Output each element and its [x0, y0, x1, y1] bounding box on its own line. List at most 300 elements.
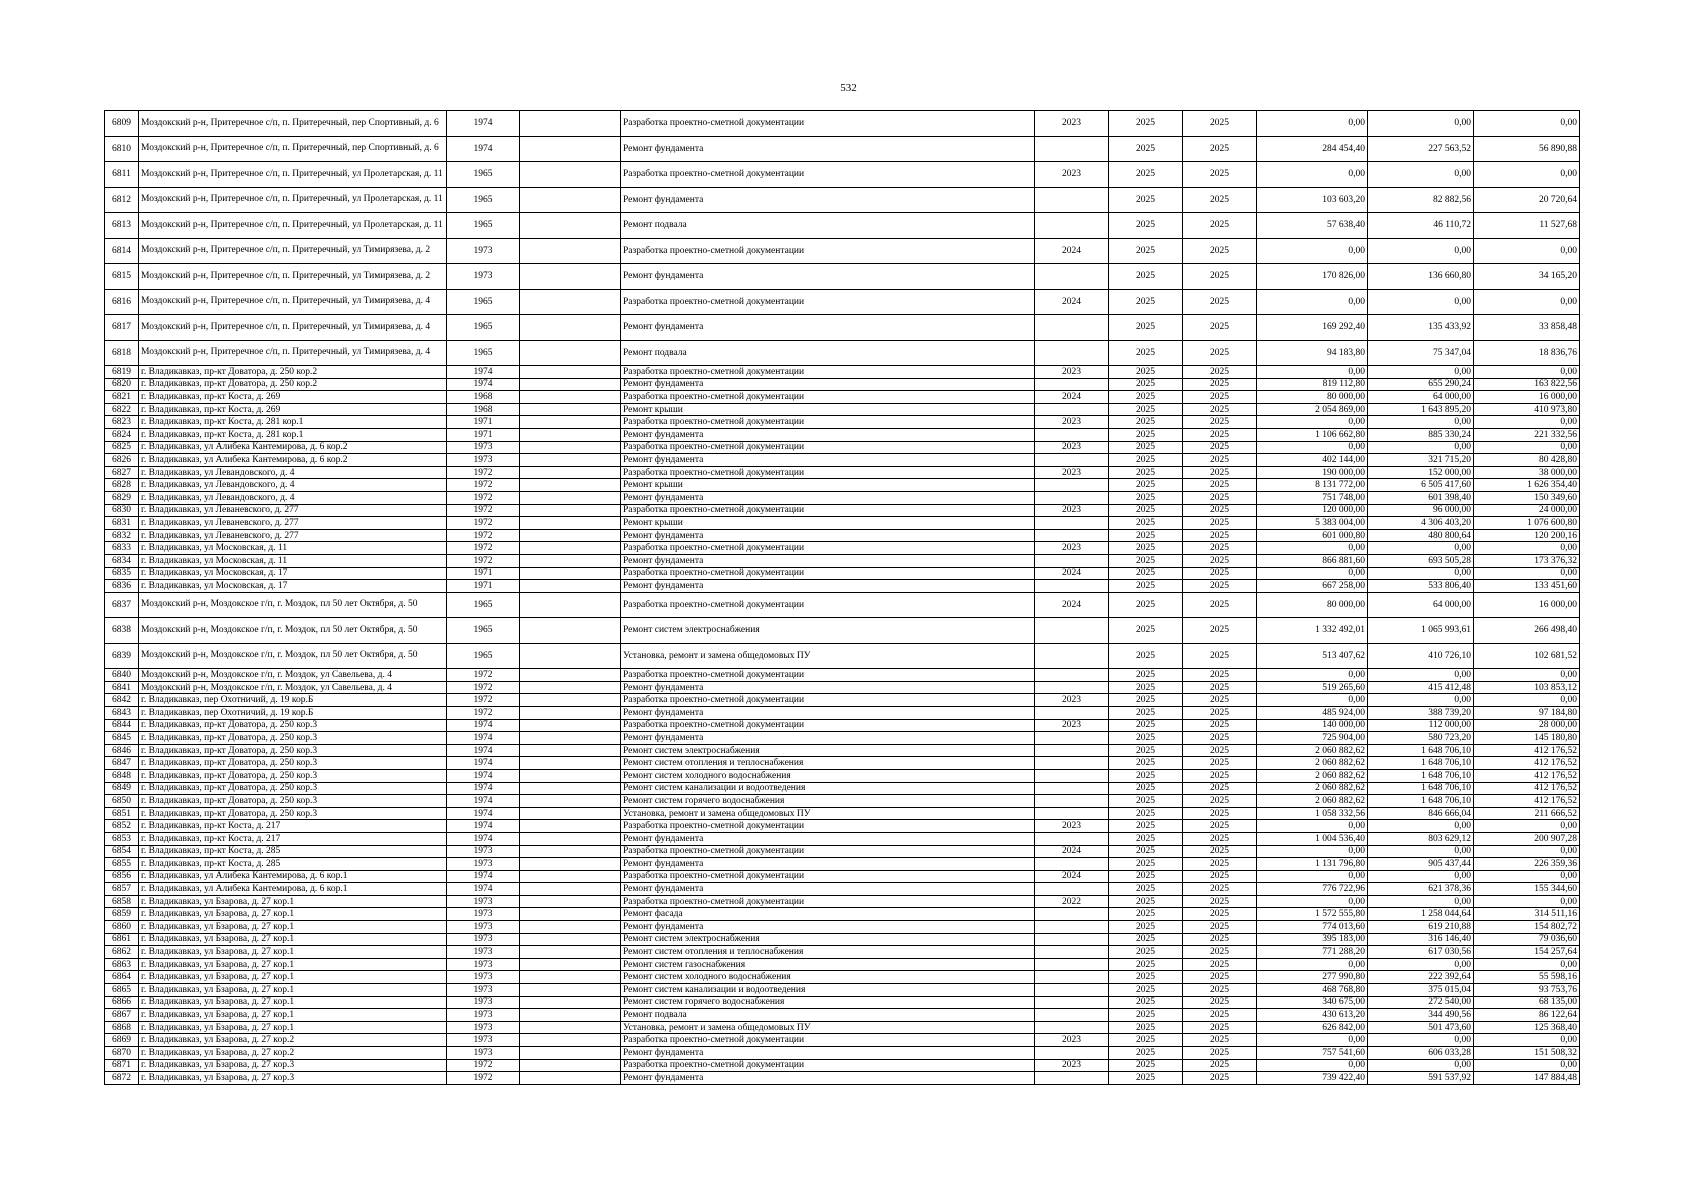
table-row	[105, 378, 1580, 391]
owner-cost-cell: 412 176,52	[1474, 769, 1580, 782]
work-type-cell: Ремонт фундамента	[621, 529, 1035, 542]
year-psd-cell	[1035, 795, 1109, 808]
year-psd-cell	[1035, 1072, 1109, 1085]
work-type-cell: Разработка проектно-сметной документации	[621, 669, 1035, 682]
address-cell: г. Владикавказ, пр-кт Доватора, д. 250 кор.3	[139, 769, 447, 782]
year-psd-cell	[1035, 479, 1109, 492]
row-number-cell: 6821	[105, 391, 139, 404]
table-row	[105, 1021, 1580, 1034]
work-type-cell: Ремонт фундамента	[621, 1047, 1035, 1060]
year-start-cell: 2025	[1109, 618, 1183, 644]
address-cell: г. Владикавказ, ул Московская, д. 11	[139, 542, 447, 555]
address-cell: г. Владикавказ, пр-кт Коста, д. 281 кор.1	[139, 428, 447, 441]
work-type-cell: Разработка проектно-сметной документации	[621, 1034, 1035, 1047]
build-year-cell: 1974	[447, 111, 520, 137]
build-year-cell: 1965	[447, 187, 520, 213]
work-type-cell: Ремонт фундамента	[621, 136, 1035, 162]
empty-cell	[520, 1021, 621, 1034]
table-row	[105, 213, 1580, 239]
total-cost-cell: 513 407,62	[1257, 643, 1368, 669]
row-number-cell: 6811	[105, 162, 139, 188]
total-cost-cell: 1 058 332,56	[1257, 807, 1368, 820]
fund-cost-cell: 1 648 706,10	[1368, 782, 1474, 795]
year-end-cell: 2025	[1183, 883, 1257, 896]
table-row	[105, 732, 1580, 745]
fund-cost-cell: 0,00	[1368, 238, 1474, 264]
year-start-cell: 2025	[1109, 769, 1183, 782]
year-psd-cell: 2023	[1035, 542, 1109, 555]
fund-cost-cell: 621 378,36	[1368, 883, 1474, 896]
total-cost-cell: 776 722,96	[1257, 883, 1368, 896]
table-row	[105, 416, 1580, 429]
row-number-cell: 6869	[105, 1034, 139, 1047]
empty-cell	[520, 971, 621, 984]
year-start-cell: 2025	[1109, 1072, 1183, 1085]
year-psd-cell: 2023	[1035, 416, 1109, 429]
table-row	[105, 391, 1580, 404]
empty-cell	[520, 289, 621, 315]
year-psd-cell	[1035, 340, 1109, 366]
owner-cost-cell: 145 180,80	[1474, 732, 1580, 745]
table-row	[105, 592, 1580, 618]
row-number-cell: 6812	[105, 187, 139, 213]
total-cost-cell: 819 112,80	[1257, 378, 1368, 391]
fund-cost-cell: 533 806,40	[1368, 580, 1474, 593]
address-cell: Моздокский р-н, Притеречное с/п, п. Притеречный, ул Тимирязева, д. 2	[139, 238, 447, 264]
build-year-cell: 1972	[447, 517, 520, 530]
work-type-cell: Ремонт систем электроснабжения	[621, 618, 1035, 644]
year-start-cell: 2025	[1109, 391, 1183, 404]
table-row	[105, 542, 1580, 555]
total-cost-cell: 0,00	[1257, 416, 1368, 429]
work-type-cell: Ремонт подвала	[621, 1009, 1035, 1022]
row-number-cell: 6838	[105, 618, 139, 644]
address-cell: г. Владикавказ, пр-кт Коста, д. 285	[139, 858, 447, 871]
empty-cell	[520, 340, 621, 366]
table-row	[105, 1034, 1580, 1047]
total-cost-cell: 0,00	[1257, 238, 1368, 264]
year-end-cell: 2025	[1183, 782, 1257, 795]
year-start-cell: 2025	[1109, 807, 1183, 820]
year-end-cell: 2025	[1183, 1047, 1257, 1060]
year-end-cell: 2025	[1183, 441, 1257, 454]
year-end-cell: 2025	[1183, 1059, 1257, 1072]
owner-cost-cell: 154 257,64	[1474, 946, 1580, 959]
owner-cost-cell: 33 858,48	[1474, 315, 1580, 341]
year-psd-cell	[1035, 706, 1109, 719]
year-end-cell: 2025	[1183, 870, 1257, 883]
year-end-cell: 2025	[1183, 807, 1257, 820]
row-number-cell: 6820	[105, 378, 139, 391]
row-number-cell: 6829	[105, 491, 139, 504]
owner-cost-cell: 147 884,48	[1474, 1072, 1580, 1085]
table-row	[105, 908, 1580, 921]
empty-cell	[520, 567, 621, 580]
empty-cell	[520, 554, 621, 567]
row-number-cell: 6866	[105, 996, 139, 1009]
empty-cell	[520, 883, 621, 896]
year-end-cell: 2025	[1183, 719, 1257, 732]
year-start-cell: 2025	[1109, 870, 1183, 883]
total-cost-cell: 771 288,20	[1257, 946, 1368, 959]
owner-cost-cell: 314 511,16	[1474, 908, 1580, 921]
row-number-cell: 6850	[105, 795, 139, 808]
empty-cell	[520, 491, 621, 504]
owner-cost-cell: 211 666,52	[1474, 807, 1580, 820]
build-year-cell: 1965	[447, 315, 520, 341]
work-type-cell: Ремонт фасада	[621, 908, 1035, 921]
year-end-cell: 2025	[1183, 1009, 1257, 1022]
year-end-cell: 2025	[1183, 694, 1257, 707]
fund-cost-cell: 344 490,56	[1368, 1009, 1474, 1022]
year-start-cell: 2025	[1109, 289, 1183, 315]
empty-cell	[520, 136, 621, 162]
total-cost-cell: 170 826,00	[1257, 264, 1368, 290]
table-row	[105, 289, 1580, 315]
year-start-cell: 2025	[1109, 542, 1183, 555]
year-start-cell: 2025	[1109, 1047, 1183, 1060]
fund-cost-cell: 617 030,56	[1368, 946, 1474, 959]
fund-cost-cell: 388 739,20	[1368, 706, 1474, 719]
empty-cell	[520, 757, 621, 770]
work-type-cell: Разработка проектно-сметной документации	[621, 870, 1035, 883]
empty-cell	[520, 479, 621, 492]
table-row	[105, 554, 1580, 567]
total-cost-cell: 468 768,80	[1257, 984, 1368, 997]
year-psd-cell: 2023	[1035, 466, 1109, 479]
row-number-cell: 6842	[105, 694, 139, 707]
year-start-cell: 2025	[1109, 403, 1183, 416]
fund-cost-cell: 4 306 403,20	[1368, 517, 1474, 530]
year-psd-cell	[1035, 933, 1109, 946]
address-cell: г. Владикавказ, ул Бзарова, д. 27 кор.1	[139, 895, 447, 908]
year-start-cell: 2025	[1109, 162, 1183, 188]
row-number-cell: 6818	[105, 340, 139, 366]
address-cell: г. Владикавказ, пр-кт Доватора, д. 250 кор.3	[139, 795, 447, 808]
row-number-cell: 6825	[105, 441, 139, 454]
year-start-cell: 2025	[1109, 238, 1183, 264]
address-cell: г. Владикавказ, ул Бзарова, д. 27 кор.1	[139, 1021, 447, 1034]
work-type-cell: Ремонт фундамента	[621, 921, 1035, 934]
table-row	[105, 958, 1580, 971]
work-type-cell: Ремонт систем холодного водоснабжения	[621, 769, 1035, 782]
row-number-cell: 6833	[105, 542, 139, 555]
year-end-cell: 2025	[1183, 996, 1257, 1009]
row-number-cell: 6814	[105, 238, 139, 264]
total-cost-cell: 402 144,00	[1257, 454, 1368, 467]
year-psd-cell: 2024	[1035, 289, 1109, 315]
empty-cell	[520, 378, 621, 391]
row-number-cell: 6816	[105, 289, 139, 315]
row-number-cell: 6831	[105, 517, 139, 530]
owner-cost-cell: 0,00	[1474, 542, 1580, 555]
total-cost-cell: 57 638,40	[1257, 213, 1368, 239]
year-end-cell: 2025	[1183, 832, 1257, 845]
fund-cost-cell: 321 715,20	[1368, 454, 1474, 467]
year-start-cell: 2025	[1109, 213, 1183, 239]
year-psd-cell	[1035, 643, 1109, 669]
fund-cost-cell: 0,00	[1368, 820, 1474, 833]
build-year-cell: 1974	[447, 378, 520, 391]
owner-cost-cell: 0,00	[1474, 366, 1580, 379]
year-start-cell: 2025	[1109, 428, 1183, 441]
build-year-cell: 1974	[447, 719, 520, 732]
work-type-cell: Ремонт систем канализации и водоотведения	[621, 984, 1035, 997]
work-type-cell: Разработка проектно-сметной документации	[621, 820, 1035, 833]
table-row	[105, 996, 1580, 1009]
year-end-cell: 2025	[1183, 921, 1257, 934]
total-cost-cell: 2 060 882,62	[1257, 744, 1368, 757]
row-number-cell: 6860	[105, 921, 139, 934]
owner-cost-cell: 0,00	[1474, 238, 1580, 264]
year-start-cell: 2025	[1109, 567, 1183, 580]
year-psd-cell: 2023	[1035, 111, 1109, 137]
owner-cost-cell: 155 344,60	[1474, 883, 1580, 896]
row-number-cell: 6830	[105, 504, 139, 517]
total-cost-cell: 774 013,60	[1257, 921, 1368, 934]
owner-cost-cell: 79 036,60	[1474, 933, 1580, 946]
year-end-cell: 2025	[1183, 428, 1257, 441]
row-number-cell: 6847	[105, 757, 139, 770]
table-row	[105, 807, 1580, 820]
address-cell: г. Владикавказ, ул Бзарова, д. 27 кор.2	[139, 1047, 447, 1060]
total-cost-cell: 1 004 536,40	[1257, 832, 1368, 845]
empty-cell	[520, 996, 621, 1009]
address-cell: г. Владикавказ, ул Бзарова, д. 27 кор.1	[139, 921, 447, 934]
year-psd-cell: 2024	[1035, 567, 1109, 580]
table-row	[105, 618, 1580, 644]
address-cell: г. Владикавказ, пр-кт Коста, д. 285	[139, 845, 447, 858]
year-end-cell: 2025	[1183, 757, 1257, 770]
empty-cell	[520, 162, 621, 188]
row-number-cell: 6835	[105, 567, 139, 580]
table-row	[105, 1047, 1580, 1060]
year-start-cell: 2025	[1109, 921, 1183, 934]
row-number-cell: 6841	[105, 681, 139, 694]
owner-cost-cell: 11 527,68	[1474, 213, 1580, 239]
table-row	[105, 504, 1580, 517]
owner-cost-cell: 0,00	[1474, 567, 1580, 580]
fund-cost-cell: 1 643 895,20	[1368, 403, 1474, 416]
fund-cost-cell: 75 347,04	[1368, 340, 1474, 366]
year-psd-cell	[1035, 858, 1109, 871]
total-cost-cell: 94 183,80	[1257, 340, 1368, 366]
total-cost-cell: 725 904,00	[1257, 732, 1368, 745]
build-year-cell: 1971	[447, 567, 520, 580]
total-cost-cell: 0,00	[1257, 845, 1368, 858]
fund-cost-cell: 222 392,64	[1368, 971, 1474, 984]
year-start-cell: 2025	[1109, 479, 1183, 492]
owner-cost-cell: 38 000,00	[1474, 466, 1580, 479]
address-cell: Моздокский р-н, Притеречное с/п, п. Притеречный, ул Пролетарская, д. 11	[139, 213, 447, 239]
total-cost-cell: 1 572 555,80	[1257, 908, 1368, 921]
row-number-cell: 6809	[105, 111, 139, 137]
total-cost-cell: 0,00	[1257, 820, 1368, 833]
owner-cost-cell: 24 000,00	[1474, 504, 1580, 517]
owner-cost-cell: 412 176,52	[1474, 795, 1580, 808]
work-type-cell: Ремонт фундамента	[621, 554, 1035, 567]
year-start-cell: 2025	[1109, 858, 1183, 871]
year-psd-cell	[1035, 315, 1109, 341]
build-year-cell: 1974	[447, 820, 520, 833]
address-cell: г. Владикавказ, пер Охотничий, д. 19 кор.Б	[139, 694, 447, 707]
total-cost-cell: 0,00	[1257, 958, 1368, 971]
table-row	[105, 466, 1580, 479]
owner-cost-cell: 120 200,16	[1474, 529, 1580, 542]
empty-cell	[520, 820, 621, 833]
year-start-cell: 2025	[1109, 832, 1183, 845]
work-type-cell: Ремонт систем горячего водоснабжения	[621, 795, 1035, 808]
empty-cell	[520, 845, 621, 858]
owner-cost-cell: 55 598,16	[1474, 971, 1580, 984]
year-start-cell: 2025	[1109, 340, 1183, 366]
empty-cell	[520, 517, 621, 530]
table-row	[105, 643, 1580, 669]
work-type-cell: Установка, ремонт и замена общедомовых ПУ	[621, 1021, 1035, 1034]
total-cost-cell: 340 675,00	[1257, 996, 1368, 1009]
total-cost-cell: 2 060 882,62	[1257, 769, 1368, 782]
owner-cost-cell: 16 000,00	[1474, 592, 1580, 618]
build-year-cell: 1973	[447, 454, 520, 467]
empty-cell	[520, 1009, 621, 1022]
year-psd-cell	[1035, 187, 1109, 213]
build-year-cell: 1971	[447, 428, 520, 441]
build-year-cell: 1965	[447, 213, 520, 239]
fund-cost-cell: 64 000,00	[1368, 391, 1474, 404]
total-cost-cell: 0,00	[1257, 870, 1368, 883]
address-cell: Моздокский р-н, Моздокское г/п, г. Моздок, пл 50 лет Октября, д. 50	[139, 618, 447, 644]
row-number-cell: 6863	[105, 958, 139, 971]
work-type-cell: Ремонт систем холодного водоснабжения	[621, 971, 1035, 984]
build-year-cell: 1972	[447, 466, 520, 479]
table-row	[105, 580, 1580, 593]
build-year-cell: 1965	[447, 618, 520, 644]
year-start-cell: 2025	[1109, 732, 1183, 745]
year-start-cell: 2025	[1109, 883, 1183, 896]
year-psd-cell	[1035, 669, 1109, 682]
total-cost-cell: 1 332 492,01	[1257, 618, 1368, 644]
year-end-cell: 2025	[1183, 858, 1257, 871]
empty-cell	[520, 213, 621, 239]
table-row	[105, 870, 1580, 883]
table-row	[105, 264, 1580, 290]
year-start-cell: 2025	[1109, 782, 1183, 795]
table-row	[105, 136, 1580, 162]
owner-cost-cell: 102 681,52	[1474, 643, 1580, 669]
year-start-cell: 2025	[1109, 669, 1183, 682]
year-psd-cell	[1035, 958, 1109, 971]
table-row	[105, 757, 1580, 770]
build-year-cell: 1974	[447, 870, 520, 883]
address-cell: г. Владикавказ, ул Московская, д. 17	[139, 567, 447, 580]
year-psd-cell: 2023	[1035, 1059, 1109, 1072]
fund-cost-cell: 0,00	[1368, 895, 1474, 908]
work-type-cell: Ремонт фундамента	[621, 732, 1035, 745]
row-number-cell: 6858	[105, 895, 139, 908]
year-psd-cell	[1035, 517, 1109, 530]
build-year-cell: 1968	[447, 403, 520, 416]
table-row	[105, 971, 1580, 984]
year-end-cell: 2025	[1183, 378, 1257, 391]
fund-cost-cell: 375 015,04	[1368, 984, 1474, 997]
work-type-cell: Ремонт фундамента	[621, 858, 1035, 871]
owner-cost-cell: 1 076 600,80	[1474, 517, 1580, 530]
work-type-cell: Ремонт систем канализации и водоотведения	[621, 782, 1035, 795]
table-row	[105, 895, 1580, 908]
year-end-cell: 2025	[1183, 504, 1257, 517]
row-number-cell: 6815	[105, 264, 139, 290]
year-end-cell: 2025	[1183, 187, 1257, 213]
year-psd-cell: 2022	[1035, 895, 1109, 908]
table-row	[105, 491, 1580, 504]
row-number-cell: 6853	[105, 832, 139, 845]
year-end-cell: 2025	[1183, 706, 1257, 719]
year-psd-cell	[1035, 744, 1109, 757]
year-start-cell: 2025	[1109, 491, 1183, 504]
row-number-cell: 6836	[105, 580, 139, 593]
build-year-cell: 1974	[447, 883, 520, 896]
empty-cell	[520, 858, 621, 871]
empty-cell	[520, 706, 621, 719]
year-psd-cell	[1035, 580, 1109, 593]
year-end-cell: 2025	[1183, 136, 1257, 162]
year-end-cell: 2025	[1183, 845, 1257, 858]
work-type-cell: Ремонт фундамента	[621, 1072, 1035, 1085]
work-type-cell: Разработка проектно-сметной документации	[621, 289, 1035, 315]
year-psd-cell	[1035, 782, 1109, 795]
work-type-cell: Ремонт фундамента	[621, 428, 1035, 441]
year-start-cell: 2025	[1109, 694, 1183, 707]
fund-cost-cell: 0,00	[1368, 567, 1474, 580]
total-cost-cell: 1 131 796,80	[1257, 858, 1368, 871]
fund-cost-cell: 803 629,12	[1368, 832, 1474, 845]
total-cost-cell: 8 131 772,00	[1257, 479, 1368, 492]
work-type-cell: Разработка проектно-сметной документации	[621, 441, 1035, 454]
year-end-cell: 2025	[1183, 744, 1257, 757]
build-year-cell: 1973	[447, 264, 520, 290]
empty-cell	[520, 832, 621, 845]
work-type-cell: Ремонт фундамента	[621, 706, 1035, 719]
year-start-cell: 2025	[1109, 264, 1183, 290]
work-type-cell: Разработка проектно-сметной документации	[621, 504, 1035, 517]
year-end-cell: 2025	[1183, 946, 1257, 959]
owner-cost-cell: 20 720,64	[1474, 187, 1580, 213]
total-cost-cell: 2 054 869,00	[1257, 403, 1368, 416]
build-year-cell: 1974	[447, 366, 520, 379]
owner-cost-cell: 93 753,76	[1474, 984, 1580, 997]
row-number-cell: 6854	[105, 845, 139, 858]
year-end-cell: 2025	[1183, 416, 1257, 429]
table-row	[105, 479, 1580, 492]
table-row	[105, 111, 1580, 137]
work-type-cell: Установка, ремонт и замена общедомовых ПУ	[621, 643, 1035, 669]
table-row	[105, 403, 1580, 416]
empty-cell	[520, 807, 621, 820]
total-cost-cell: 284 454,40	[1257, 136, 1368, 162]
build-year-cell: 1965	[447, 162, 520, 188]
build-year-cell: 1972	[447, 706, 520, 719]
table-row	[105, 946, 1580, 959]
empty-cell	[520, 264, 621, 290]
build-year-cell: 1965	[447, 592, 520, 618]
owner-cost-cell: 410 973,80	[1474, 403, 1580, 416]
total-cost-cell: 190 000,00	[1257, 466, 1368, 479]
build-year-cell: 1965	[447, 643, 520, 669]
total-cost-cell: 751 748,00	[1257, 491, 1368, 504]
address-cell: г. Владикавказ, ул Алибека Кантемирова, д. 6 кор.1	[139, 883, 447, 896]
row-number-cell: 6868	[105, 1021, 139, 1034]
year-start-cell: 2025	[1109, 554, 1183, 567]
